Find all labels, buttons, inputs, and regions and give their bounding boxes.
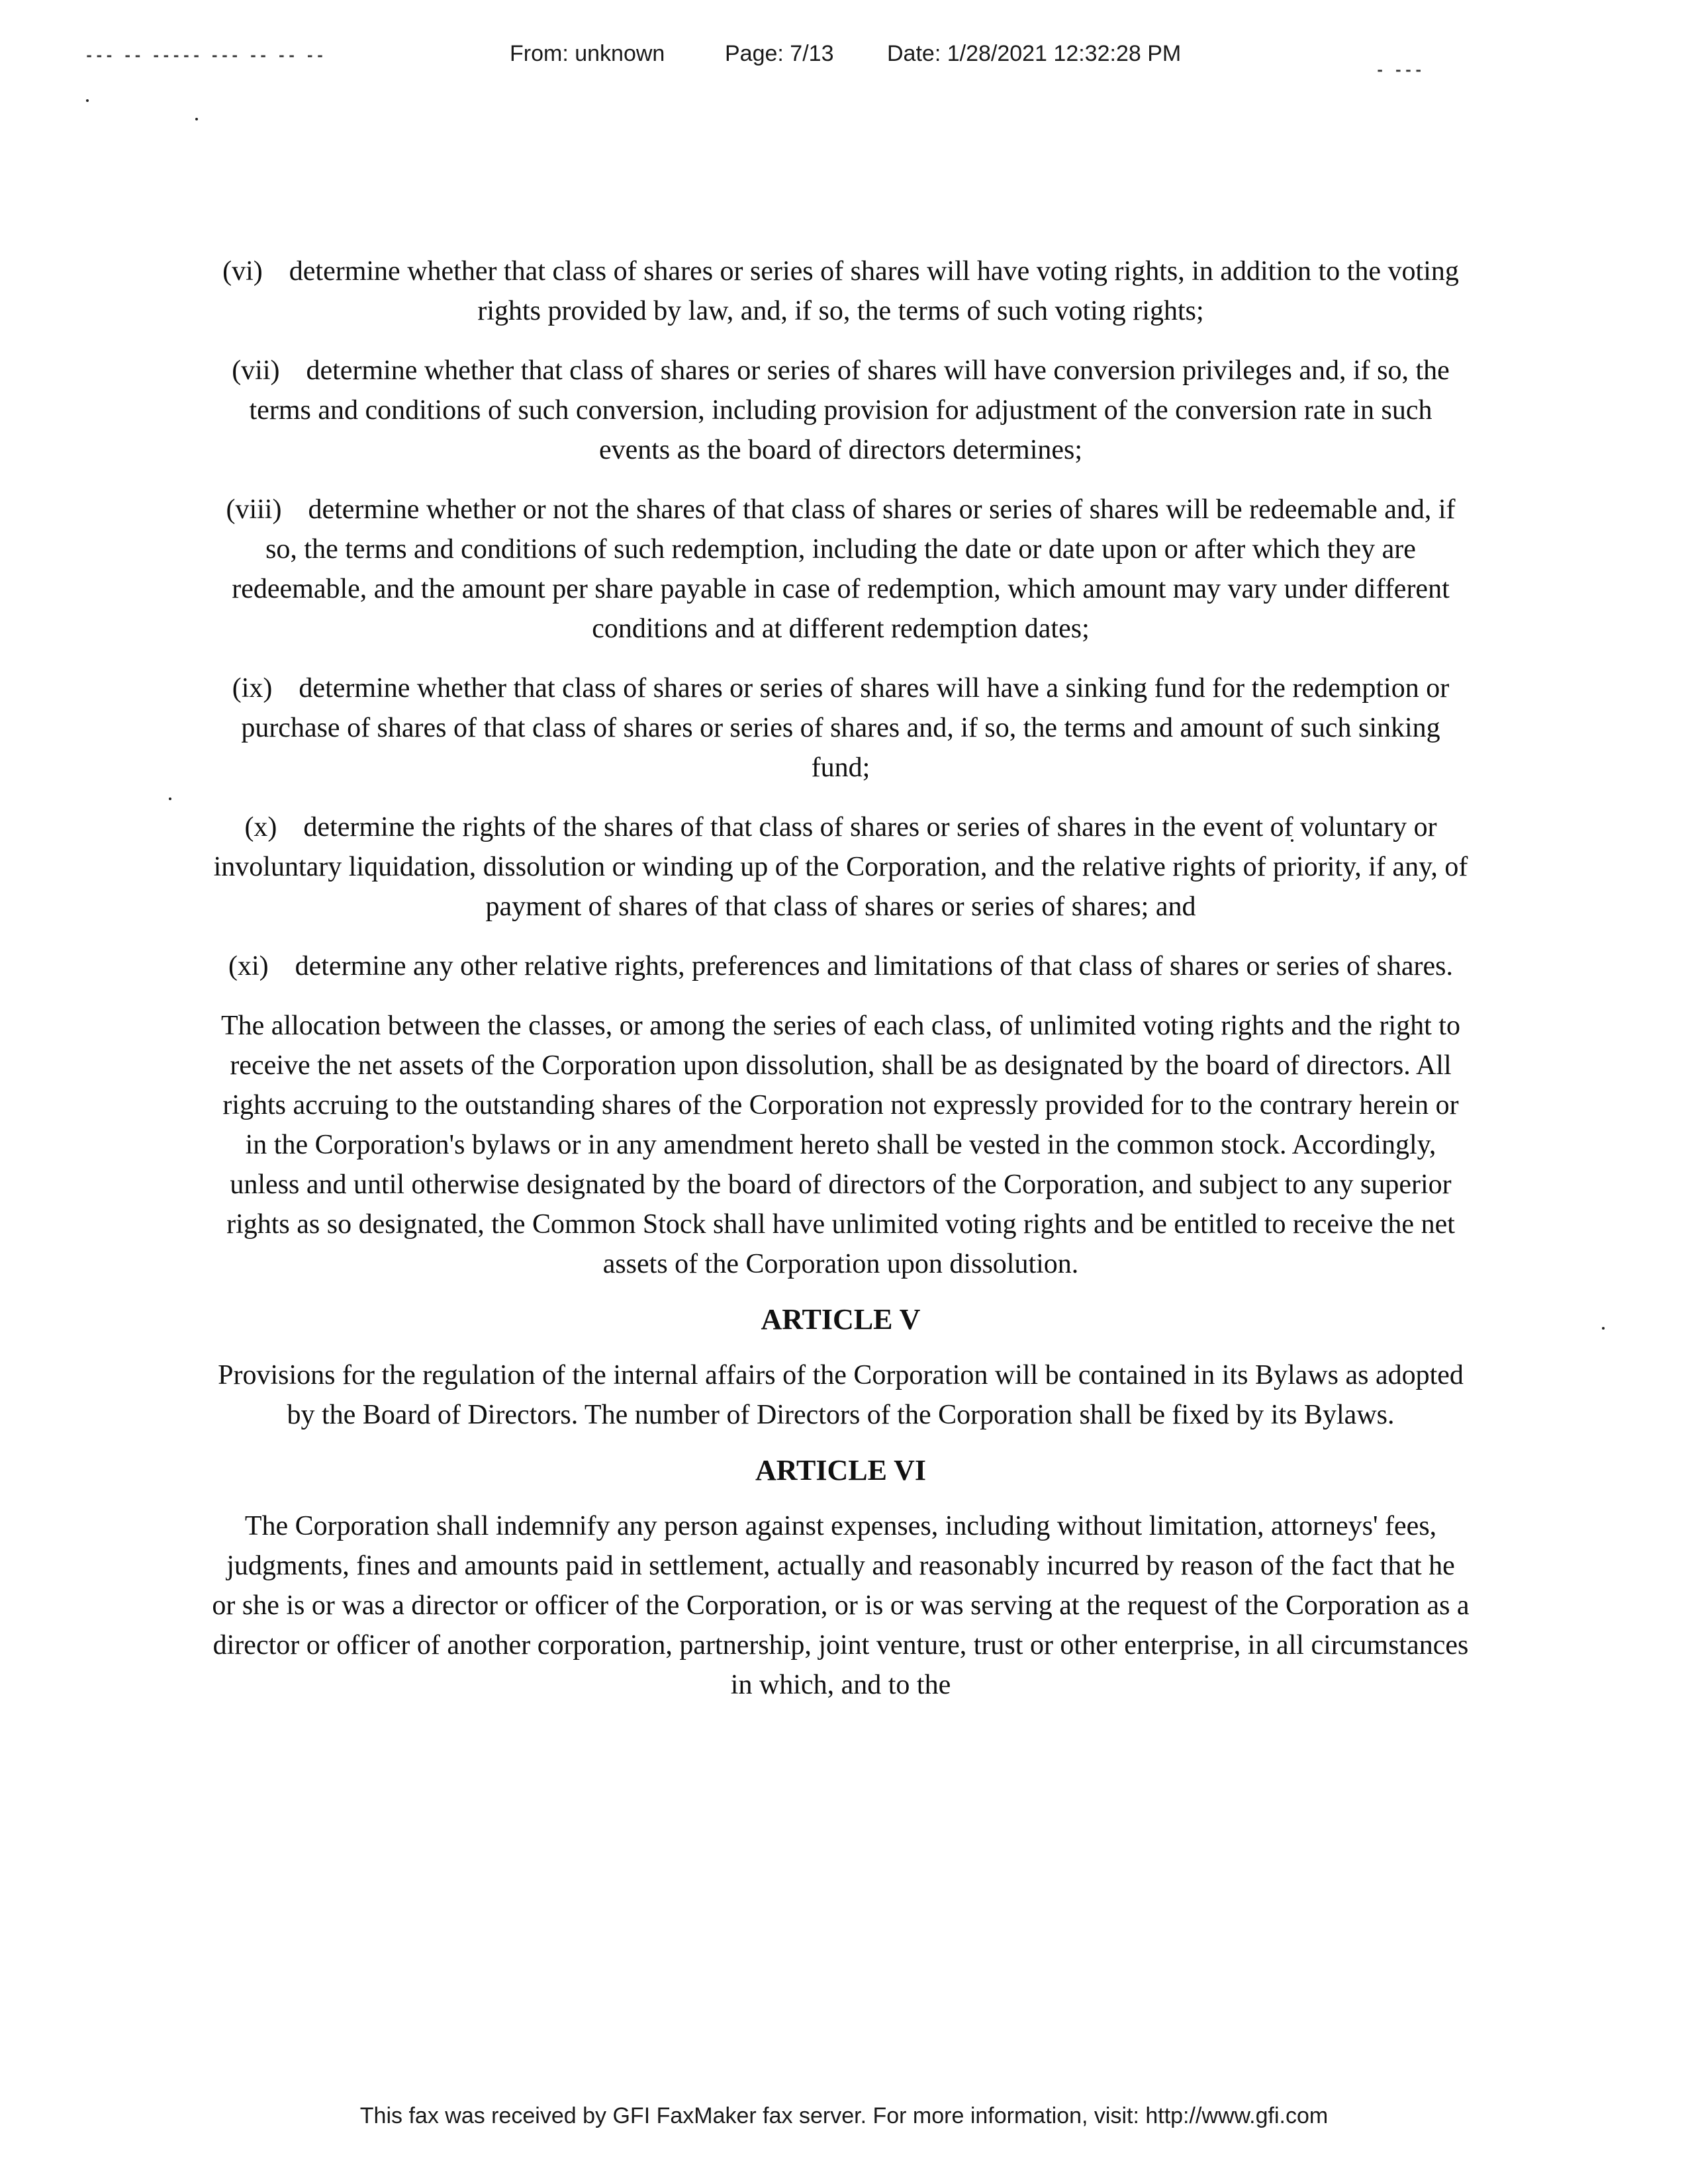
clause-viii: [212, 490, 1470, 649]
clause-xi: [212, 946, 1470, 986]
scan-speck: [86, 99, 89, 102]
article-v-text: Provisions for the regulation of the internal affairs of the Corporation will be contained in its Bylaws as adopted by the Board of Directors. The number of Directors of the Corporation shall be fixed by its Bylaws.: [218, 1360, 1464, 1430]
scan-speck: [169, 797, 171, 800]
article-v-title: ARTICLE V: [761, 1303, 921, 1336]
scan-speck: [1602, 1327, 1605, 1330]
clause-text: determine the rights of the shares of that class of shares or series of shares in the event of voluntary or involuntary liquidation, dissolution or winding up of the Corporation, and the relative rights of priority, if any, of payment of shares of that class of shares or series of shares; and: [213, 812, 1468, 922]
scan-speck: [195, 118, 198, 120]
clause-vi: [212, 251, 1470, 331]
clause-number: (vi): [222, 256, 263, 287]
fax-header: [0, 41, 1688, 81]
clause-text: determine whether that class of shares or series of shares will have voting rights, in addition to the voting rights provided by law, and, if so, the terms of such voting rights;: [289, 256, 1459, 326]
clause-number: (ix): [232, 673, 273, 704]
clause-number: (vii): [232, 355, 280, 386]
fax-page-number: Page: 7/13: [725, 41, 834, 66]
clause-number: (viii): [226, 494, 282, 525]
article-vi-text: The Corporation shall indemnify any person against expenses, including without limitation, attorneys' fees, judgments, fines and amounts paid in settlement, actually and reasonably incurred by reason of the fact that he or she is or was a director or officer of the Corporation, or is or was serving at the request of the Corporation as a director or officer of another corporation, partnership, joint venture, trust or other enterprise, in all circumstances in which, and to the: [212, 1511, 1470, 1700]
fax-from: From: unknown: [510, 41, 665, 66]
clause-ix: [212, 668, 1470, 788]
clause-text: determine whether that class of shares or series of shares will have a sinking fund for the redemption or purchase of shares of that class of shares or series of shares and, if so, the terms and amount of such sinking fund;: [241, 673, 1450, 783]
article-vi-title: ARTICLE VI: [755, 1454, 927, 1486]
clause-text: determine any other relative rights, preferences and limitations of that class of shares or series of shares.: [295, 951, 1454, 981]
clause-text: determine whether or not the shares of that class of shares or series of shares will be redeemable and, if so, the terms and conditions of such redemption, including the date or date upon or after which they are redeemable, and the amount per share payable in case of redemption, which amount may vary under different conditions and at different redemption dates;: [232, 494, 1456, 644]
allocation-paragraph: The allocation between the classes, or among the series of each class, of unlimited voting rights and the right to receive the net assets of the Corporation upon dissolution, shall be as designated by the board of directors. All rights accruing to the outstanding shares of the Corporation not expressly provided for to the contrary herein or in the Corporation's bylaws or in any amendment hereto shall be vested in the common stock. Accordingly, unless and until otherwise designated by the board of directors of the Corporation, and subject to any superior rights as so designated, the Common Stock shall have unlimited voting rights and be entitled to receive the net assets of the Corporation upon dissolution.: [221, 1011, 1460, 1279]
clause-x: [212, 807, 1470, 927]
ghost-header-left: ▪▪▪ ▪▪ ▪▪▪▪▪ ▪▪▪ ▪▪ ▪▪ ▪▪: [86, 52, 328, 61]
clause-text: determine whether that class of shares or series of shares will have conversion privileges and, if so, the terms and conditions of such conversion, including provision for adjustment of the conversion rate in such events as the board of directors determines;: [249, 355, 1450, 465]
clause-number: (xi): [228, 951, 269, 981]
fax-footer: This fax was received by GFI FaxMaker fax server. For more information, visit: http://www.gfi.com: [359, 2103, 1329, 2128]
clause-number: (x): [244, 812, 277, 842]
document-body: [212, 251, 1470, 1721]
clause-vii: [212, 351, 1470, 470]
ghost-header-right: ▪ ▪▪▪: [1377, 66, 1426, 75]
fax-date: Date: 1/28/2021 12:32:28 PM: [887, 41, 1182, 66]
